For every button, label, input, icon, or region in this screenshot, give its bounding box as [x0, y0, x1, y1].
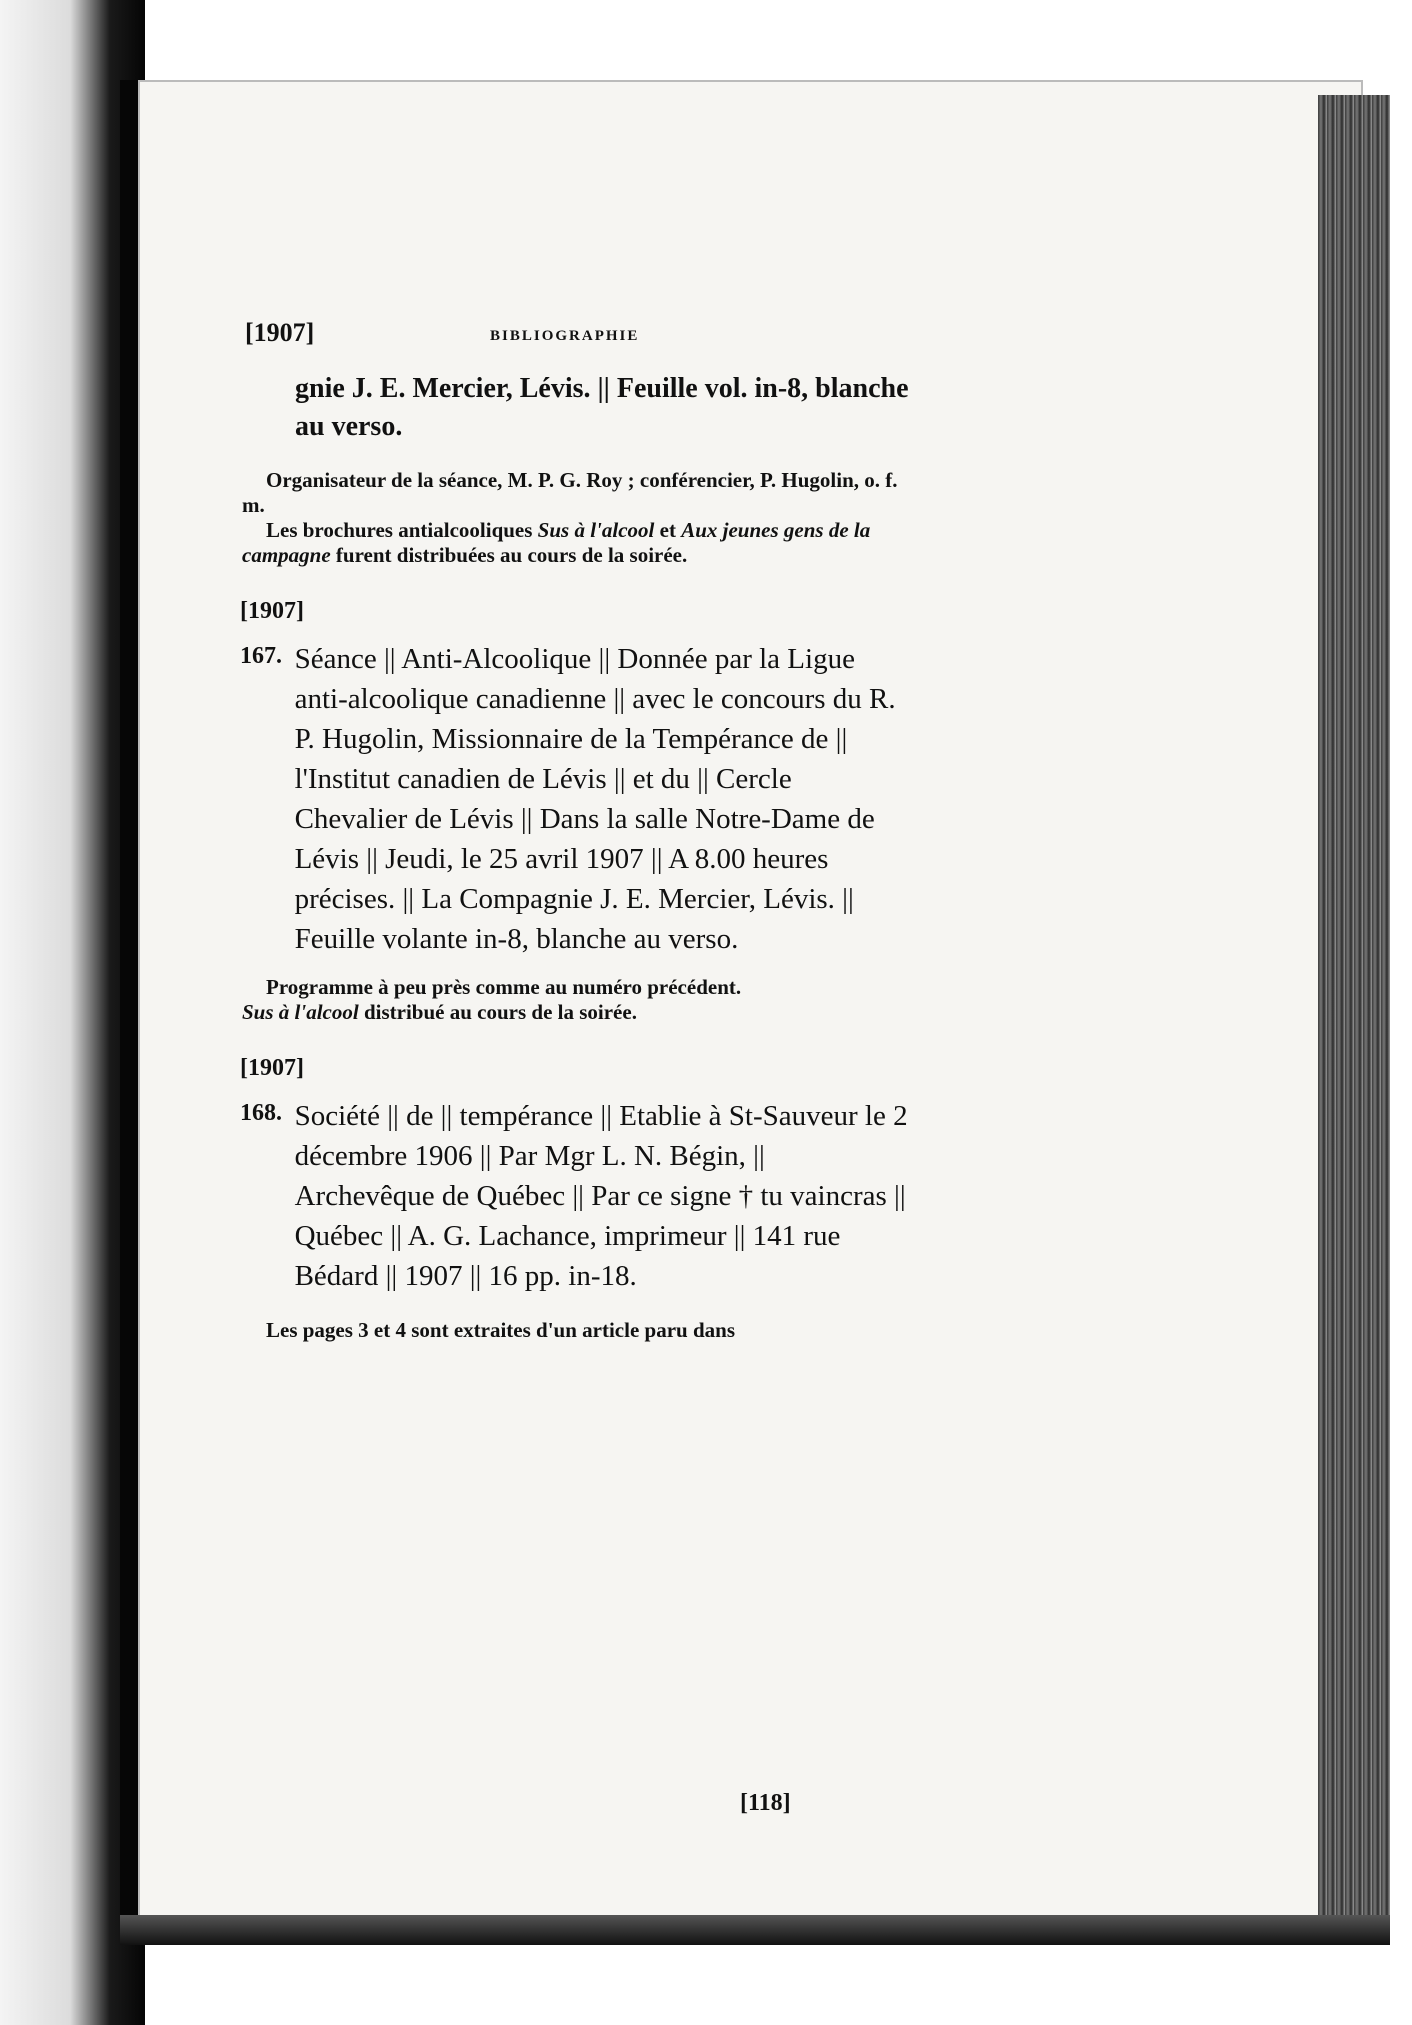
entry-text: Société || de || tempérance || Etablie à St-Sauveur le 2 décembre 1906 || Par Mgr L. N. Bégin, || Archevêque de Québec || Par ce signe † tu vaincras || Québec || A. G. Lachance, imprimeur || 141 rue Bédard || 1907 || 16 pp. in-18.	[294, 1100, 908, 1292]
note-distributed: Sus à l'alcool distribué au cours de la soirée.	[242, 1000, 637, 1024]
entry-year: [1907]	[240, 1055, 304, 1081]
entry-number: 167.	[240, 643, 282, 669]
bibliography-entry-168	[240, 1096, 910, 1296]
running-head-year: [1907]	[245, 318, 315, 347]
note-pages: Les pages 3 et 4 sont extraites d'un article paru dans	[266, 1318, 735, 1342]
page-number: [118]	[740, 1790, 791, 1816]
notes-block	[230, 468, 910, 568]
running-head	[230, 300, 910, 350]
italic-title: Sus à l'alcool	[242, 1000, 359, 1024]
bibliography-entry-167	[240, 639, 910, 959]
entry-text: Séance || Anti-Alcoolique || Donnée par la Ligue anti-alcoolique canadienne || avec le concours du R. P. Hugolin, Missionnaire de la Tempérance de || l'Institut canadien de Lévis || et du || Cercle Chevalier de Lévis || Dans la salle Notre-Dame de Lévis || Jeudi, le 25 avril 1907 || A 8.00 heures précises. || La Compagnie J. E. Mercier, Lévis. || Feuille volante in-8, blanche au verso.	[294, 643, 896, 955]
note-brochures: Les brochures antialcooliques Sus à l'alcool et Aux jeunes gens de la campagne furent distribuées au cours de la soirée.	[242, 518, 871, 567]
running-head-title: BIBLIOGRAPHIE	[490, 328, 640, 344]
note-organizer: Organisateur de la séance, M. P. G. Roy ; conférencier, P. Hugolin, o. f. m.	[242, 468, 898, 517]
continued-entry-text: gnie J. E. Mercier, Lévis. || Feuille vol. in-8, blanche au verso.	[295, 373, 909, 442]
page-edges	[1318, 95, 1390, 1925]
page-content	[230, 300, 910, 1816]
italic-title: Sus à l'alcool	[537, 518, 655, 542]
note-programme: Programme à peu près comme au numéro précédent.	[266, 975, 742, 999]
entry-year: [1907]	[240, 598, 304, 624]
entry-notes	[230, 975, 910, 1025]
italic-title: Aux jeunes gens de la campagne	[242, 518, 871, 567]
entry-number: 168.	[240, 1100, 282, 1126]
page-bottom-edge	[120, 1915, 1390, 1945]
entry-notes	[230, 1318, 910, 1343]
